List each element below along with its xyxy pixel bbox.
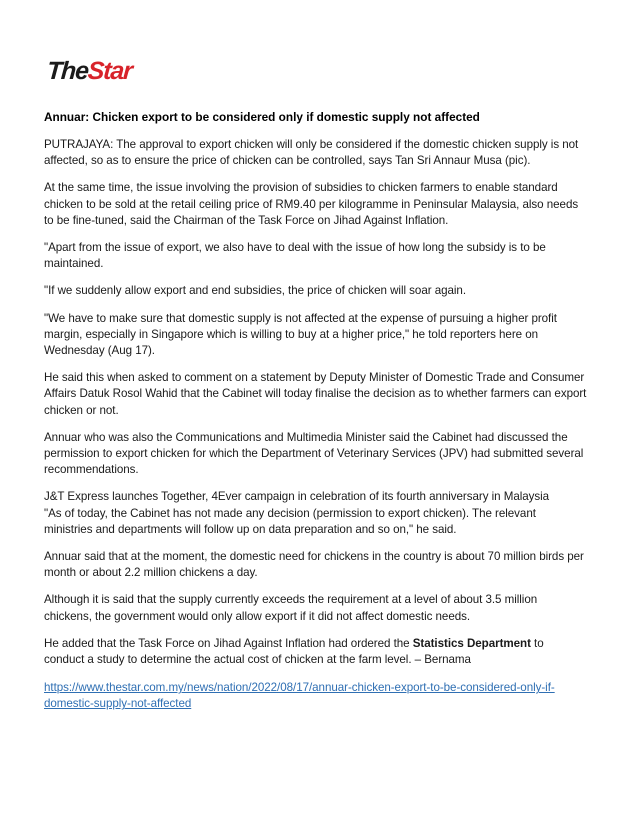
paragraph-7: Annuar who was also the Communications and Multimedia Minister said the Cabinet had discussed the permission to export chicken for which the Department of Veterinary Services (JPV) had submitted several recommendations. xyxy=(44,430,584,477)
statistics-department-text: Statistics Department xyxy=(412,636,531,650)
paragraph-4: "If we suddenly allow export and end subsidies, the price of chicken will soar again. xyxy=(44,284,466,298)
logo-the: The xyxy=(46,57,89,85)
source-link[interactable]: https://www.thestar.com.my/news/nation/2022/08/17/annuar-chicken-export-to-be-considered-only-if-domestic-supply-not-affected xyxy=(44,681,555,711)
paragraph-9: Annuar said that at the moment, the domestic need for chickens in the country is about 70 million birds per month or about 2.2 million chickens a day. xyxy=(44,550,584,580)
paragraph-6: He said this when asked to comment on a statement by Deputy Minister of Domestic Trade and Consumer Affairs Datuk Rosol Wahid that the Cabinet will today finalise the decision as to whether farmers can export chicken or not. xyxy=(44,371,587,417)
paragraph-10: Although it is said that the supply currently exceeds the requirement at a level of about 3.5 million chickens, the government would only allow export if it did not affect domestic needs. xyxy=(44,593,538,623)
paragraph-8-text: "As of today, the Cabinet has not made any decision (permission to export chicken). The relevant ministries and departments will follow up on data preparation and so on," he said. xyxy=(44,506,536,536)
paragraph-3: "Apart from the issue of export, we also have to deal with the issue of how long the subsidy is to be maintained. xyxy=(44,241,546,271)
paragraph-8 xyxy=(44,489,587,538)
paragraph-11 xyxy=(44,636,587,668)
promo-line: J&T Express launches Together, 4Ever campaign in celebration of its fourth anniversary in Malaysia xyxy=(44,490,550,504)
paragraph-2: At the same time, the issue involving the provision of subsidies to chicken farmers to enable standard chicken to be sold at the retail ceiling price of RM9.40 per kilogramme in Peninsular Malaysia, also needs to be fine-tuned, said the Chairman of the Task Force on Jihad Against Inflation. xyxy=(44,181,579,227)
article-headline: Annuar: Chicken export to be considered only if domestic supply not affected xyxy=(44,110,480,124)
paragraph-11-after: to conduct a study to determine the actual cost of chicken at the farm level. – Bernama xyxy=(44,636,544,667)
paragraph-1: PUTRAJAYA: The approval to export chicken will only be considered if the domestic chicken supply is not affected, so as to ensure the price of chicken can be controlled, says Tan Sri Annaur Musa (pic). xyxy=(44,138,579,168)
paragraph-5: "We have to make sure that domestic supply is not affected at the expense of pursuing a higher profit margin, especially in Singapore which is willing to buy at a higher price," he told reporters here on Wednesday (Aug 17). xyxy=(44,311,557,358)
paragraph-11-before: He added that the Task Force on Jihad Against Inflation had ordered the xyxy=(44,636,413,650)
the-star-logo xyxy=(46,56,133,86)
logo-star: Star xyxy=(86,57,133,85)
